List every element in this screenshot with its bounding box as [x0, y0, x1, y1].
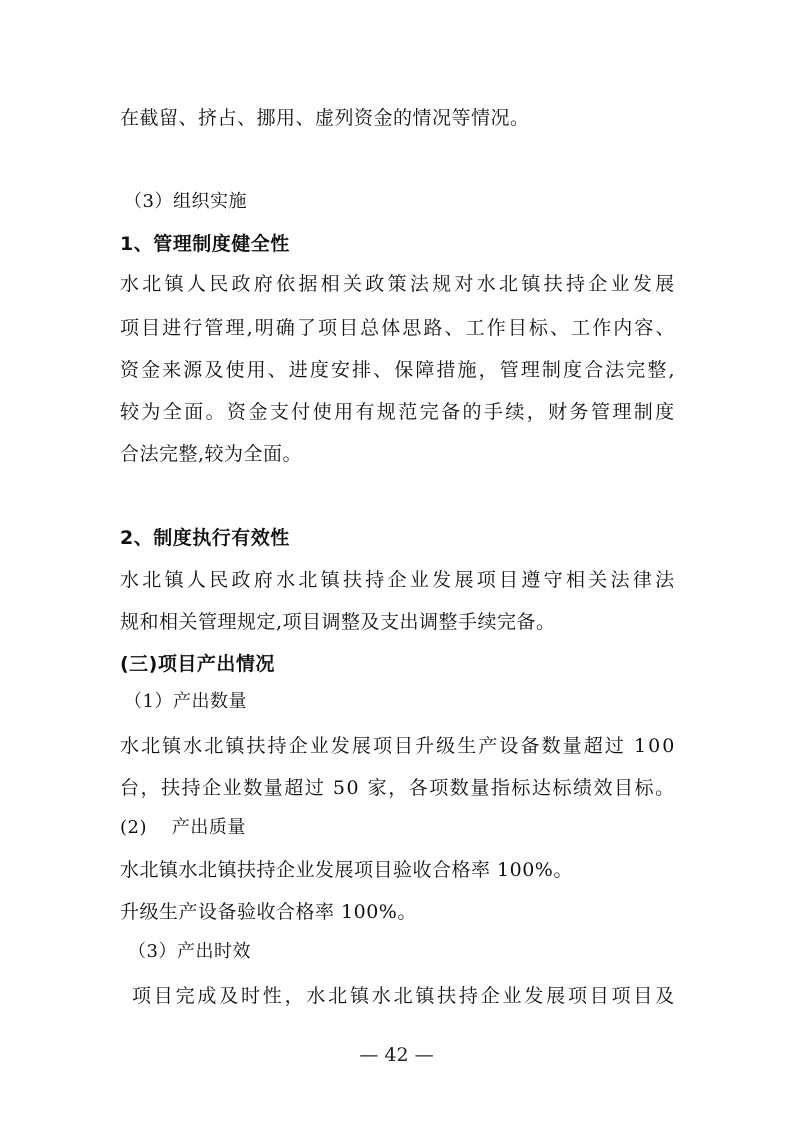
paragraph-line: 项 目 进 行 管 理 , 明 确 了 项 目 总 体 思 路 、 工 作 目 标 、 工 作 内 容 、 — [120, 317, 675, 339]
page-number: — 42 — — [359, 1044, 434, 1066]
paragraph-line: 升级生产设备验收合格率 100%。 — [120, 901, 417, 923]
section-heading: 1、管理制度健全性 — [120, 233, 290, 255]
paragraph-line: 水 北 镇 人 民 政 府 依 据 相 关 政 策 法 规 对 水 北 镇 扶 持 企 业 发 展 — [120, 273, 675, 295]
paragraph-line: 水 北 镇 人 民 政 府 水 北 镇 扶 持 企 业 发 展 项 目 遵 守 相 关 法 律 法 — [120, 569, 675, 591]
section-heading: 2、制度执行有效性 — [120, 527, 290, 549]
paragraph-line: 台 ， 扶 持 企 业 数 量 超 过 5 0 家 ， 各 项 数 量 指 标 达 标 绩 效 目 标 。 — [120, 777, 675, 799]
paragraph-line: 规和相关管理规定,项目调整及支出调整手续完备。 — [120, 611, 556, 633]
paragraph-line: 资 金 来 源 及 使 用 、 进 度 安 排 、 保 障 措 施 ， 管 理 制 度 合 法 完 整 , — [120, 359, 675, 381]
paragraph-line: 较 为 全 面 。 资 金 支 付 使 用 有 规 范 完 备 的 手 续 ， 财 务 管 理 制 度 — [120, 401, 675, 423]
section-heading: (三)项目产出情况 — [120, 653, 275, 675]
paragraph-line: 在截留、挤占、挪用、虚列资金的情况等情况。 — [120, 107, 530, 129]
paragraph-line: 水 北 镇 水 北 镇 扶 持 企 业 发 展 项 目 升 级 生 产 设 备 数 量 超 过 1 0 0 — [120, 735, 675, 757]
paragraph-line: 水北镇水北镇扶持企业发展项目验收合格率 100%。 — [120, 859, 573, 881]
paragraph-line: 合法完整,较为全面。 — [120, 443, 303, 465]
subsection-title: （1）产出数量 — [124, 691, 247, 712]
subsection-title: （3）组织实施 — [124, 191, 247, 212]
paragraph-line: 项 目 完 成 及 时 性 ， 水 北 镇 水 北 镇 扶 持 企 业 发 展 项 目 项 目 及 — [132, 985, 675, 1007]
subsection-title: (2) 产出质量 — [120, 817, 246, 838]
subsection-title: （3）产出时效 — [128, 941, 251, 962]
